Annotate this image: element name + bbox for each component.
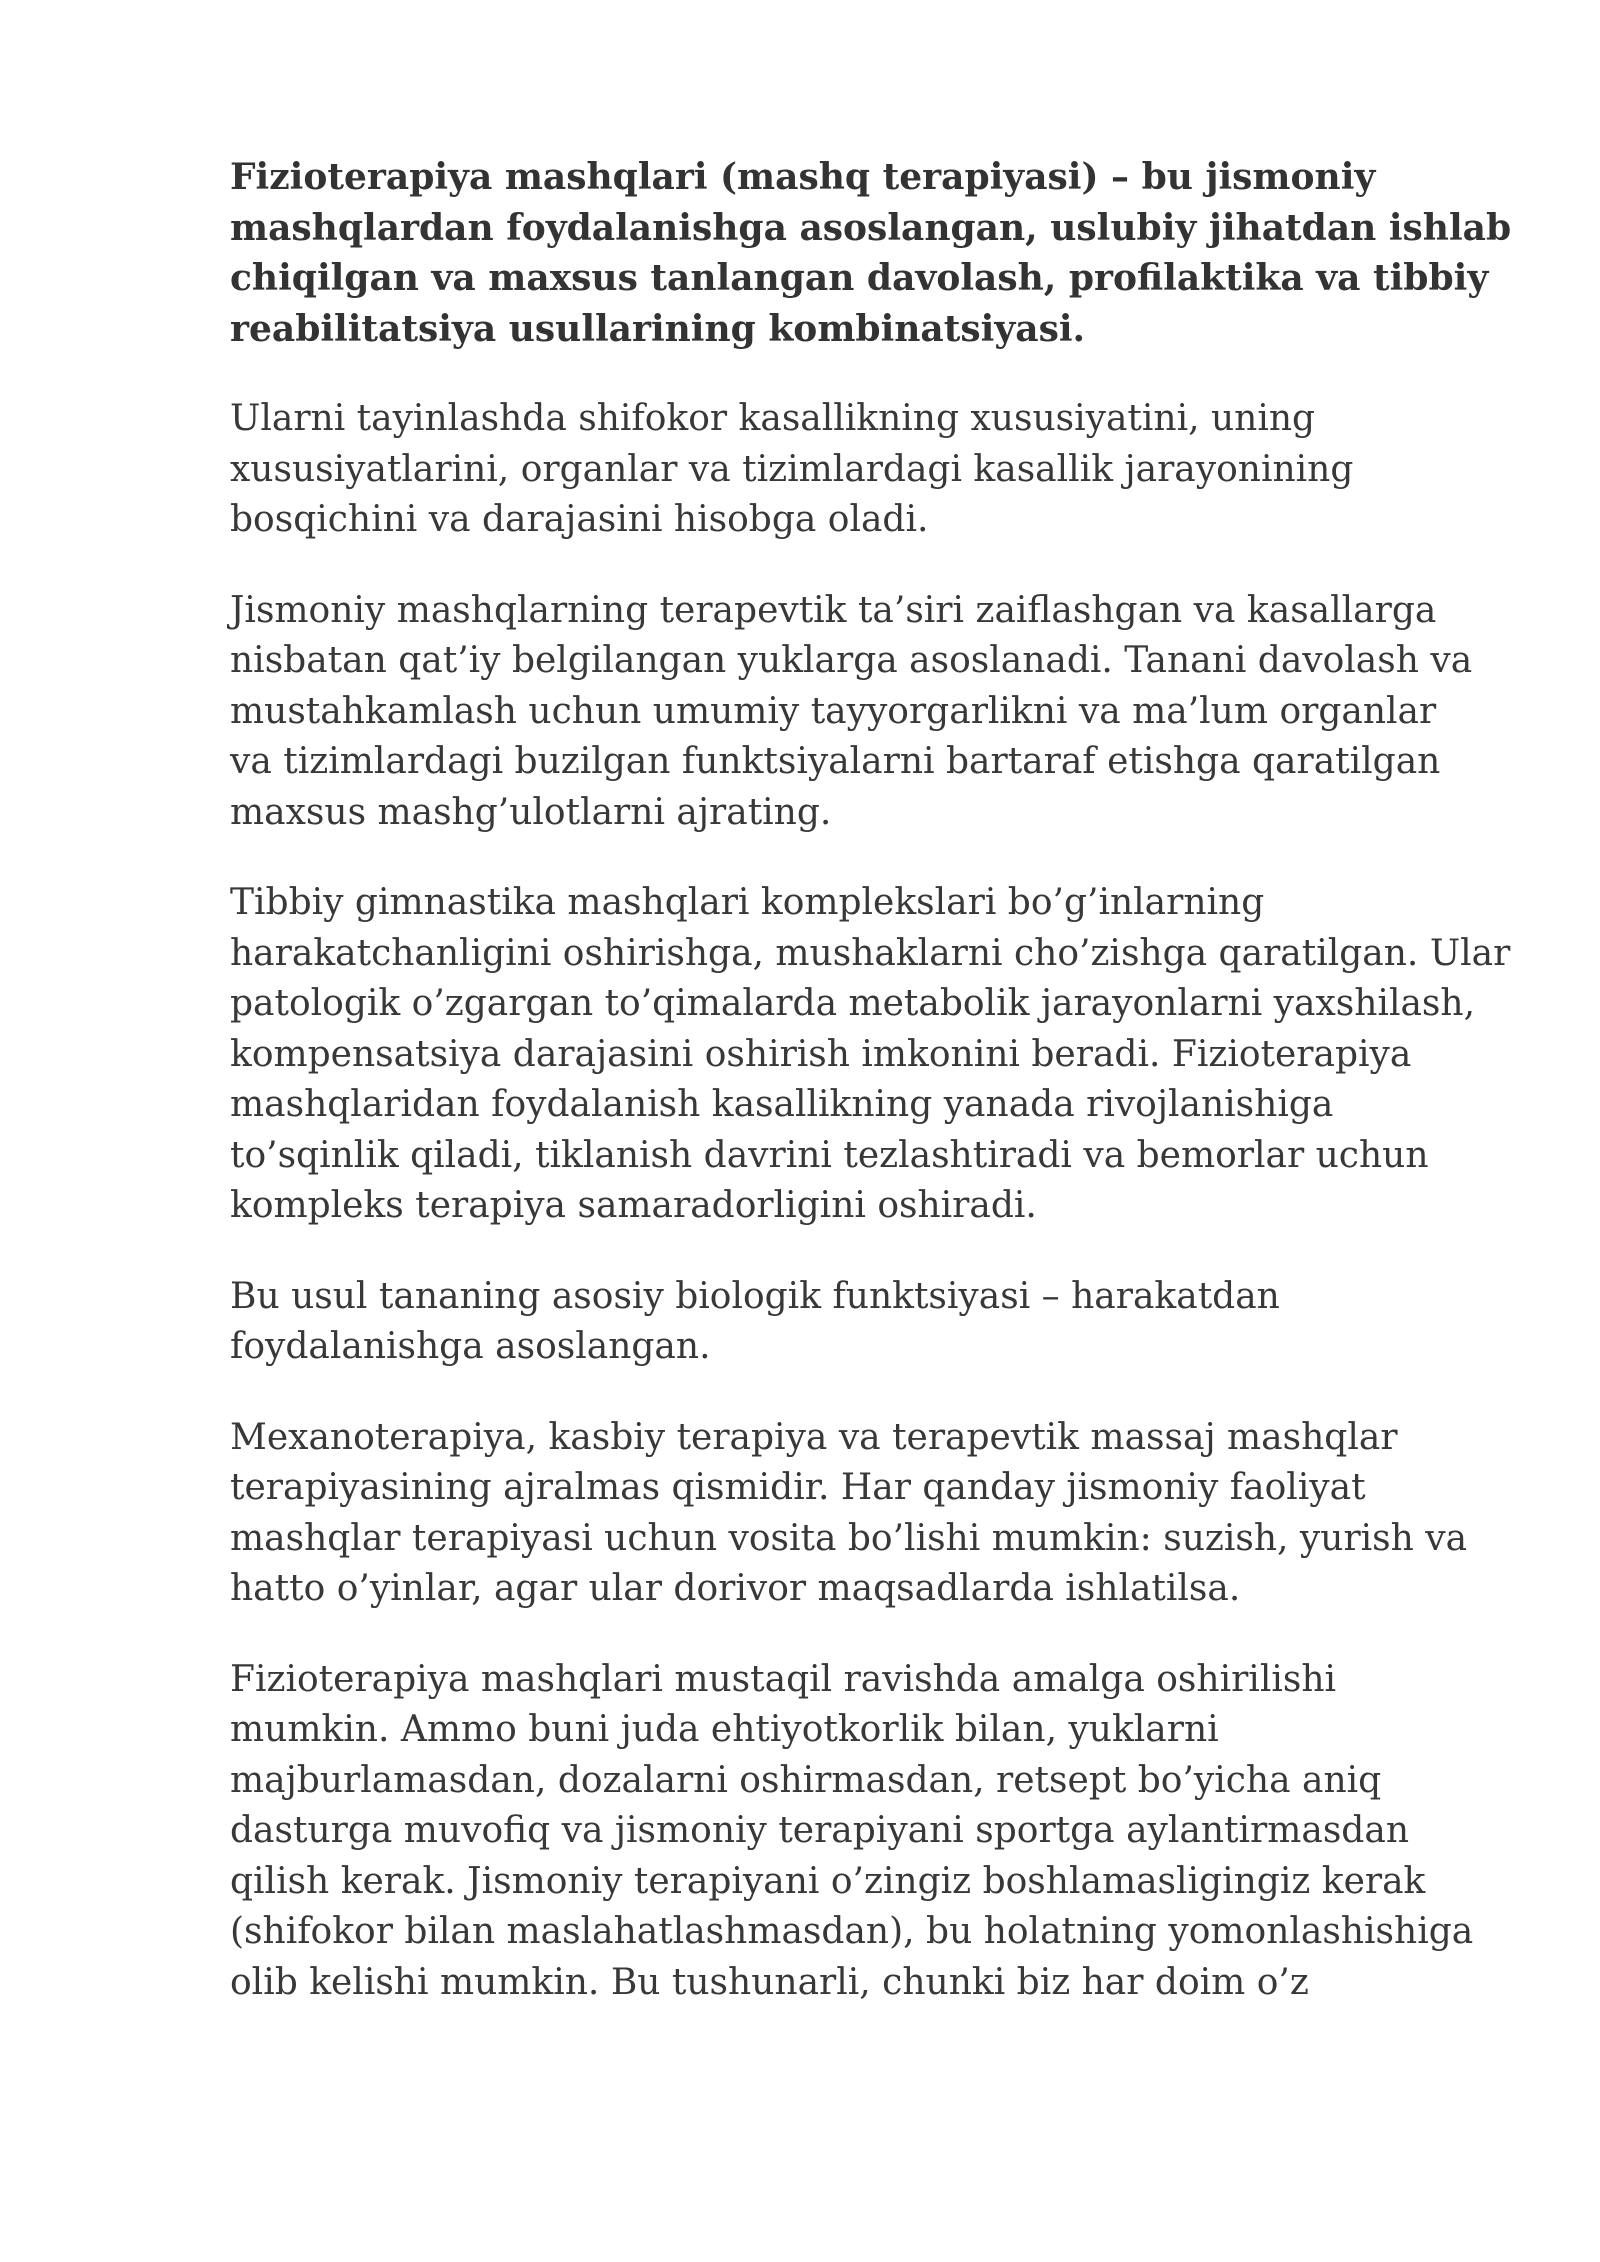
text-line: Mexanoterapiya, kasbiy terapiya va terapevtik massaj mashqlar [230,1416,1398,1458]
text-line: to’sqinlik qiladi, tiklanish davrini tezlashtiradi va bemorlar uchun [230,1134,1429,1176]
paragraph-3 [230,586,1530,839]
text-line: bosqichini va darajasini hisobga oladi. [230,499,929,540]
text-line: Fizioterapiya mashqlari (mashq terapiyasi) – bu jismoniy [230,156,1376,198]
text-line: majburlamasdan, dozalarni oshirmasdan, retsept bo’yicha aniq [230,1759,1382,1801]
text-line: mashqlaridan foydalanish kasallikning yanada rivojlanishiga [230,1084,1334,1125]
text-line: Fizioterapiya mashqlari mustaqil ravishda amalga oshirilishi [230,1658,1337,1700]
text-line: dasturga muvofiq va jismoniy terapiyani sportga aylantirmasdan [230,1810,1409,1851]
document-page [230,152,1530,2048]
paragraph-7 [230,1655,1530,2009]
text-line: chiqilgan va maxsus tanlangan davolash, profilaktika va tibbiy [230,257,1489,299]
text-line: kompensatsiya darajasini oshirish imkonini beradi. Fizioterapiya [230,1033,1412,1075]
text-line: Tibbiy gimnastika mashqlari komplekslari bo’g’inlarning [230,882,1265,923]
text-line: mashqlardan foydalanishga asoslangan, uslubiy jihatdan ishlab [230,206,1512,249]
text-line: (shifokor bilan maslahatlashmasdan), bu holatning yomonlashishiga [230,1911,1474,1952]
text-line: Jismoniy mashqlarning terapevtik ta’siri zaiflashgan va kasallarga [230,589,1437,631]
text-line: foydalanishga asoslangan. [230,1326,711,1367]
text-line: olib kelishi mumkin. Bu tushunarli, chunki biz har doim o’z [230,1961,1309,2003]
text-line: va tizimlardagi buzilgan funktsiyalarni bartaraf etishga qaratilgan [230,741,1441,782]
text-line: mashqlar terapiyasi uchun vosita bo’lishi mumkin: suzish, yurish va [230,1517,1468,1559]
text-line: xususiyatlarini, organlar va tizimlardagi kasallik jarayonining [230,448,1354,490]
paragraph-2 [230,394,1530,546]
paragraph-4 [230,878,1530,1232]
paragraph-6 [230,1413,1530,1615]
text-line: nisbatan qat’iy belgilangan yuklarga asoslanadi. Tanani davolash va [230,640,1473,681]
text-line: Ularni tayinlashda shifokor kasallikning xususiyatini, uning [230,398,1316,439]
text-line: qilish kerak. Jismoniy terapiyani o’zingiz boshlamasligingiz kerak [230,1860,1426,1902]
text-line: maxsus mashg’ulotlarni ajrating. [230,791,832,833]
lead-paragraph [230,152,1530,354]
text-line: mumkin. Ammo buni juda ehtiyotkorlik bilan, yuklarni [230,1709,1219,1750]
text-line: Bu usul tananing asosiy biologik funktsiyasi – harakatdan [230,1275,1280,1317]
text-line: patologik o’zgargan to’qimalarda metabolik jarayonlarni yaxshilash, [230,983,1476,1024]
text-line: hatto o’yinlar, agar ular dorivor maqsadlarda ishlatilsa. [230,1568,1241,1609]
paragraph-5 [230,1272,1530,1373]
text-line: terapiyasining ajralmas qismidir. Har qanday jismoniy faoliyat [230,1467,1366,1508]
text-line: mustahkamlash uchun umumiy tayyorgarlikni va ma’lum organlar [230,690,1437,732]
text-line: harakatchanligini oshirishga, mushaklarni cho’zishga qaratilgan. Ular [230,932,1511,974]
text-line: kompleks terapiya samaradorligini oshiradi. [230,1185,1037,1226]
text-line: reabilitatsiya usullarining kombinatsiyasi. [230,307,1086,350]
